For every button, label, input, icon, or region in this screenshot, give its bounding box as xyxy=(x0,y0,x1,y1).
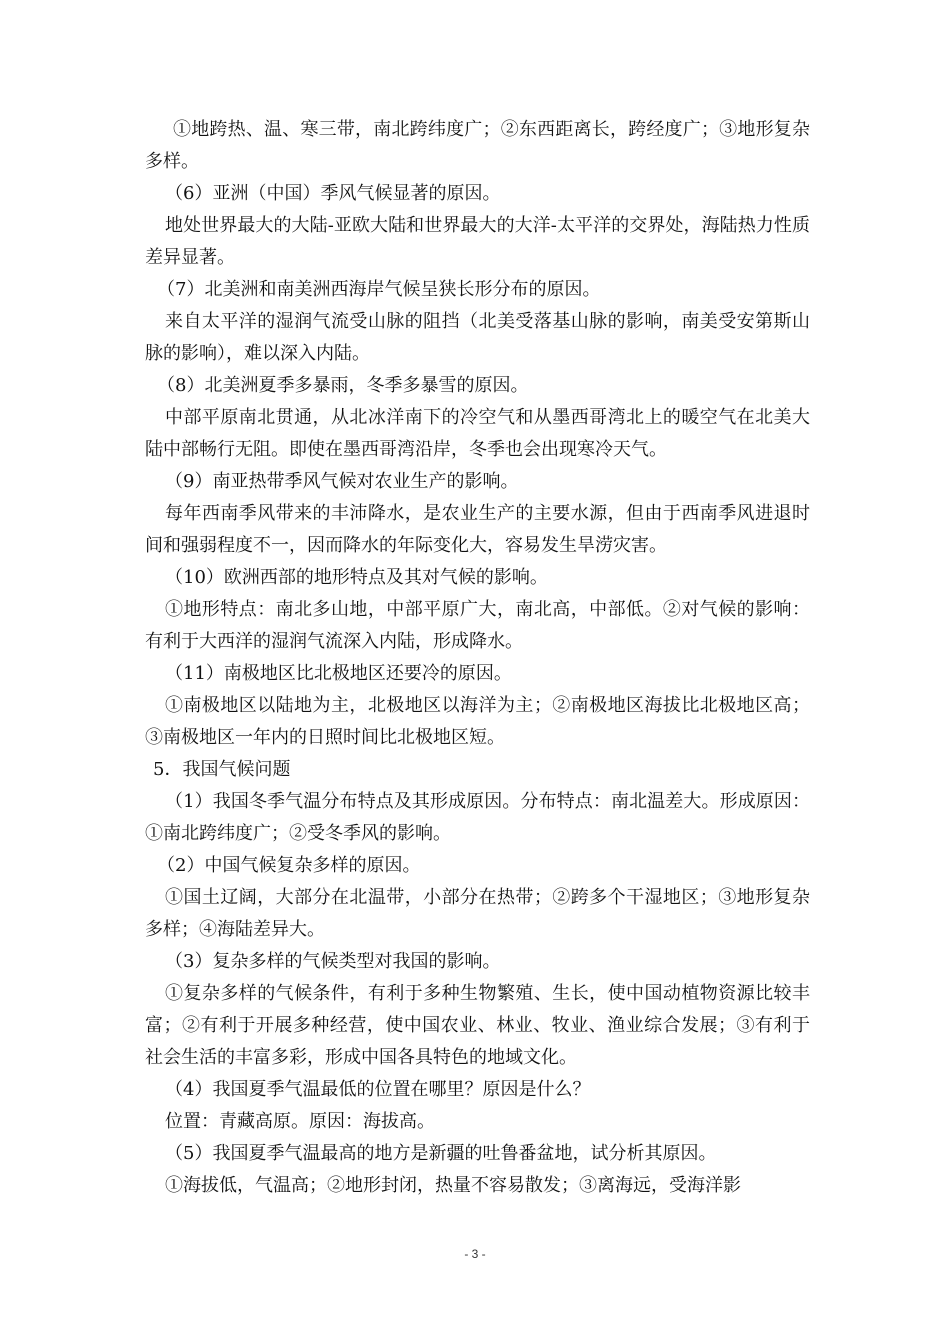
paragraph: （3）复杂多样的气候类型对我国的影响。 xyxy=(165,951,501,972)
paragraph: （6）亚洲（中国）季风气候显著的原因。 xyxy=(165,183,501,204)
document-body xyxy=(145,114,810,1202)
paragraph: （7）北美洲和南美洲西海岸气候呈狭长形分布的原因。 xyxy=(157,279,601,300)
paragraph: 地处世界最大的大陆-亚欧大陆和世界最大的大洋-太平洋的交界处，海陆热力性质差异显著。 xyxy=(145,215,810,268)
paragraph: 位置：青藏高原。原因：海拔高。 xyxy=(165,1111,435,1132)
paragraph: （9）南亚热带季风气候对农业生产的影响。 xyxy=(165,471,519,492)
paragraph: （4）我国夏季气温最低的位置在哪里？原因是什么？ xyxy=(165,1079,591,1100)
paragraph: ①南极地区以陆地为主，北极地区以海洋为主；②南极地区海拔比北极地区高；③南极地区一年内的日照时间比北极地区短。 xyxy=(145,695,810,748)
paragraph: （5）我国夏季气温最高的地方是新疆的吐鲁番盆地，试分析其原因。 xyxy=(165,1143,717,1164)
paragraph: 每年西南季风带来的丰沛降水，是农业生产的主要水源，但由于西南季风进退时间和强弱程度不一，因而降水的年际变化大，容易发生旱涝灾害。 xyxy=(145,503,810,556)
paragraph: （8）北美洲夏季多暴雨，冬季多暴雪的原因。 xyxy=(157,375,529,396)
paragraph: 中部平原南北贯通，从北冰洋南下的冷空气和从墨西哥湾北上的暖空气在北美大陆中部畅行无阻。即使在墨西哥湾沿岸，冬季也会出现寒冷天气。 xyxy=(145,407,810,460)
paragraph: （2）中国气候复杂多样的原因。 xyxy=(157,855,421,876)
paragraph: ①地跨热、温、寒三带，南北跨纬度广；②东西距离长，跨经度广；③地形复杂多样。 xyxy=(145,119,810,172)
paragraph: （10）欧洲西部的地形特点及其对气候的影响。 xyxy=(165,567,548,588)
page-number: - 3 - xyxy=(464,1247,486,1261)
paragraph: 来自太平洋的湿润气流受山脉的阻挡（北美受落基山脉的影响，南美受安第斯山脉的影响），难以深入内陆。 xyxy=(145,311,810,364)
section-heading: 5．我国气候问题 xyxy=(153,759,291,780)
paragraph: （1）我国冬季气温分布特点及其形成原因。分布特点：南北温差大。形成原因：①南北跨纬度广；②受冬季风的影响。 xyxy=(145,791,810,844)
paragraph: ①地形特点：南北多山地，中部平原广大，南北高，中部低。②对气候的影响：有利于大西洋的湿润气流深入内陆，形成降水。 xyxy=(145,599,810,652)
paragraph: ①海拔低，气温高；②地形封闭，热量不容易散发；③离海远，受海洋影 xyxy=(165,1175,741,1196)
paragraph: ①国土辽阔，大部分在北温带，小部分在热带；②跨多个干湿地区；③地形复杂多样；④海陆差异大。 xyxy=(145,887,810,940)
paragraph: （11）南极地区比北极地区还要冷的原因。 xyxy=(165,663,512,684)
paragraph: ①复杂多样的气候条件，有利于多种生物繁殖、生长，使中国动植物资源比较丰富；②有利于开展多种经营，使中国农业、林业、牧业、渔业综合发展；③有利于社会生活的丰富多彩，形成中国各具特色的地域文化。 xyxy=(145,983,810,1068)
